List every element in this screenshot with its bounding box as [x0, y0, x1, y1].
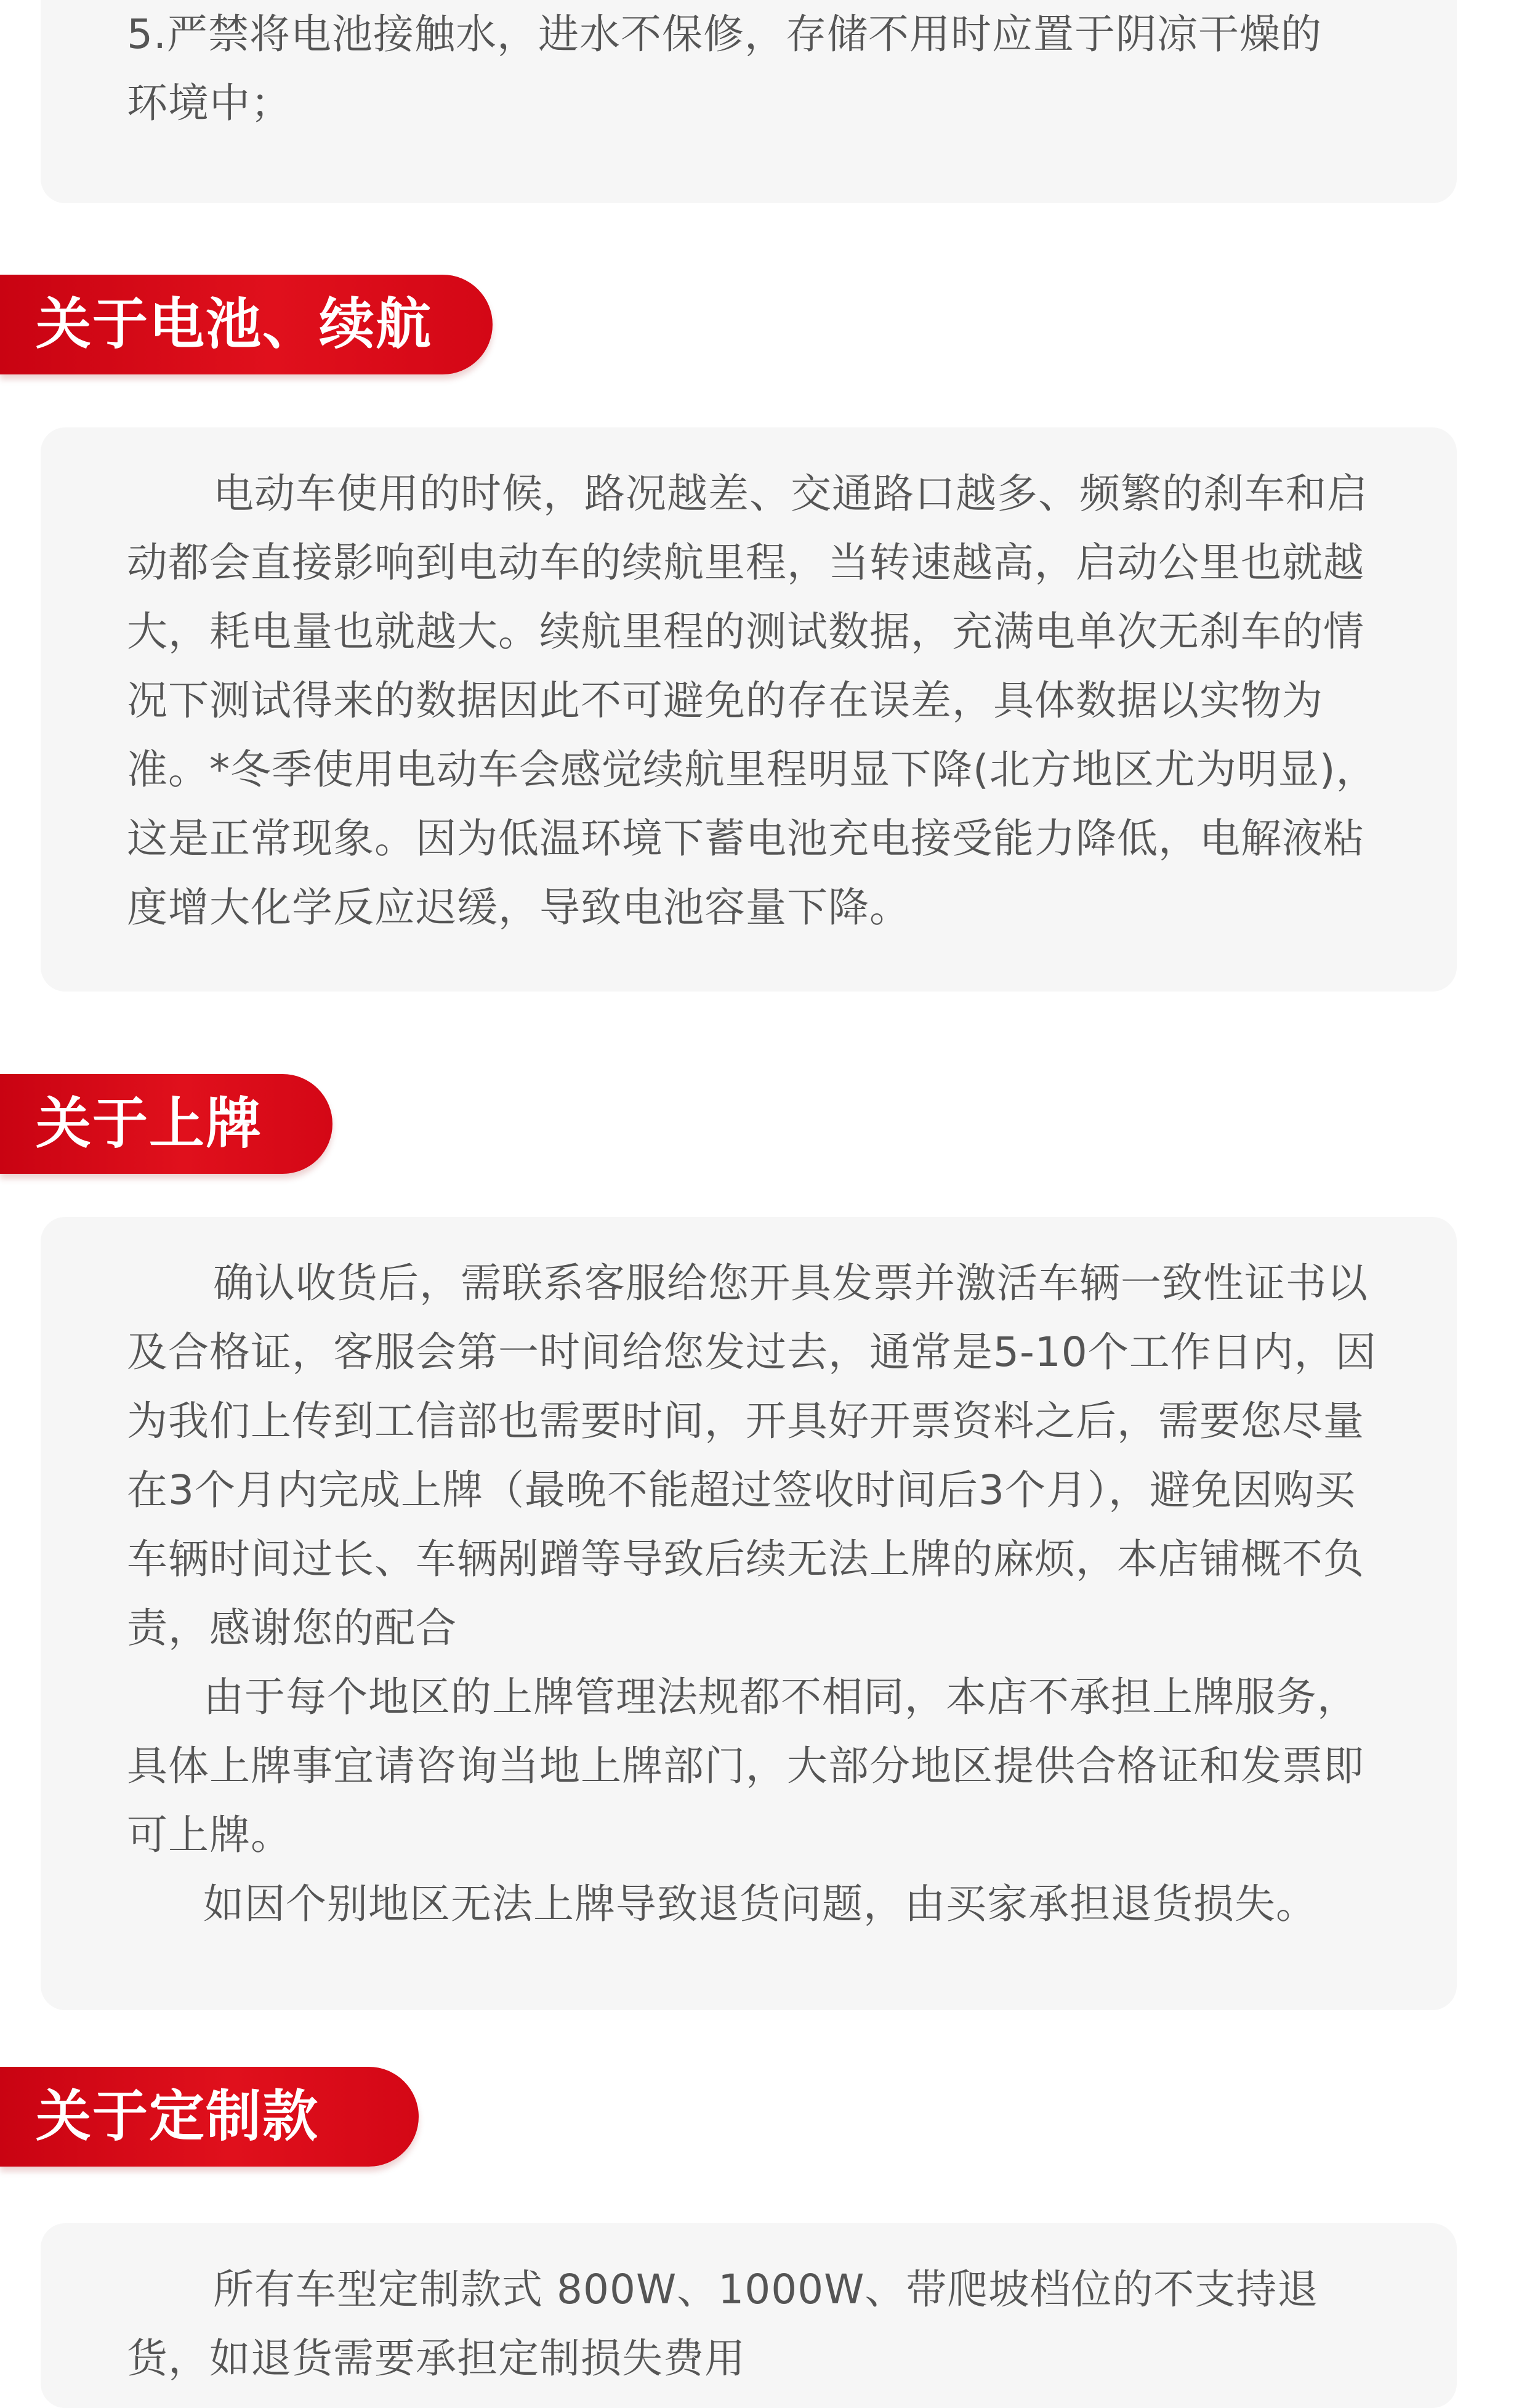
section-title-license-plate: 关于上牌 — [0, 1074, 332, 1174]
license-plate-paragraph-2: 由于每个地区的上牌管理法规都不相同，本店不承担上牌服务，具体上牌事宜请咨询当地上牌部门，大部分地区提供合格证和发票即可上牌。 — [127, 1673, 1364, 1859]
license-plate-card — [41, 1217, 1457, 2010]
custom-models-card — [41, 2223, 1457, 2408]
card-line: 环境中； — [127, 79, 292, 127]
battery-care-card — [41, 0, 1457, 203]
license-plate-paragraph-1: 确认收货后，需联系客服给您开具发票并激活车辆一致性证书以及合格证，客服会第一时间给您发过去，通常是5-10个工作日内，因为我们上传到工信部也需要时间，开具好开票资料之后，需要您尽量在3个月内完成上牌（最晚不能超过签收时间后3个月），避免因购买车辆时间过长、车辆剐蹭等导致后续无法上牌的麻烦，本店铺概不负责，感谢您的配合 — [127, 1259, 1377, 1652]
battery-range-card — [41, 427, 1457, 992]
section-title-battery-range: 关于电池、续航 — [0, 275, 493, 374]
card-line: 5.严禁将电池接触水，进水不保修，存储不用时应置于阴凉干燥的 — [127, 10, 1322, 58]
section-title-custom-models: 关于定制款 — [0, 2067, 419, 2167]
license-plate-paragraph-3: 如因个别地区无法上牌导致退货问题，由买家承担退货损失。 — [203, 1880, 1317, 1928]
battery-range-paragraph: 电动车使用的时候，路况越差、交通路口越多、频繁的刹车和启动都会直接影响到电动车的续航里程，当转速越高，启动公里也就越大，耗电量也就越大。续航里程的测试数据，充满电单次无刹车的情况下测试得来的数据因此不可避免的存在误差，具体数据以实物为准。*冬季使用电动车会感觉续航里程明显下降(北方地区尤为明显)，这是正常现象。因为低温环境下蓄电池充电接受能力降低，电解液粘度增大化学反应迟缓，导致电池容量下降。 — [127, 470, 1377, 931]
custom-models-paragraph: 所有车型定制款式 800W、1000W、带爬坡档位的不支持退货，如退货需要承担定制损失费用 — [127, 2266, 1319, 2382]
